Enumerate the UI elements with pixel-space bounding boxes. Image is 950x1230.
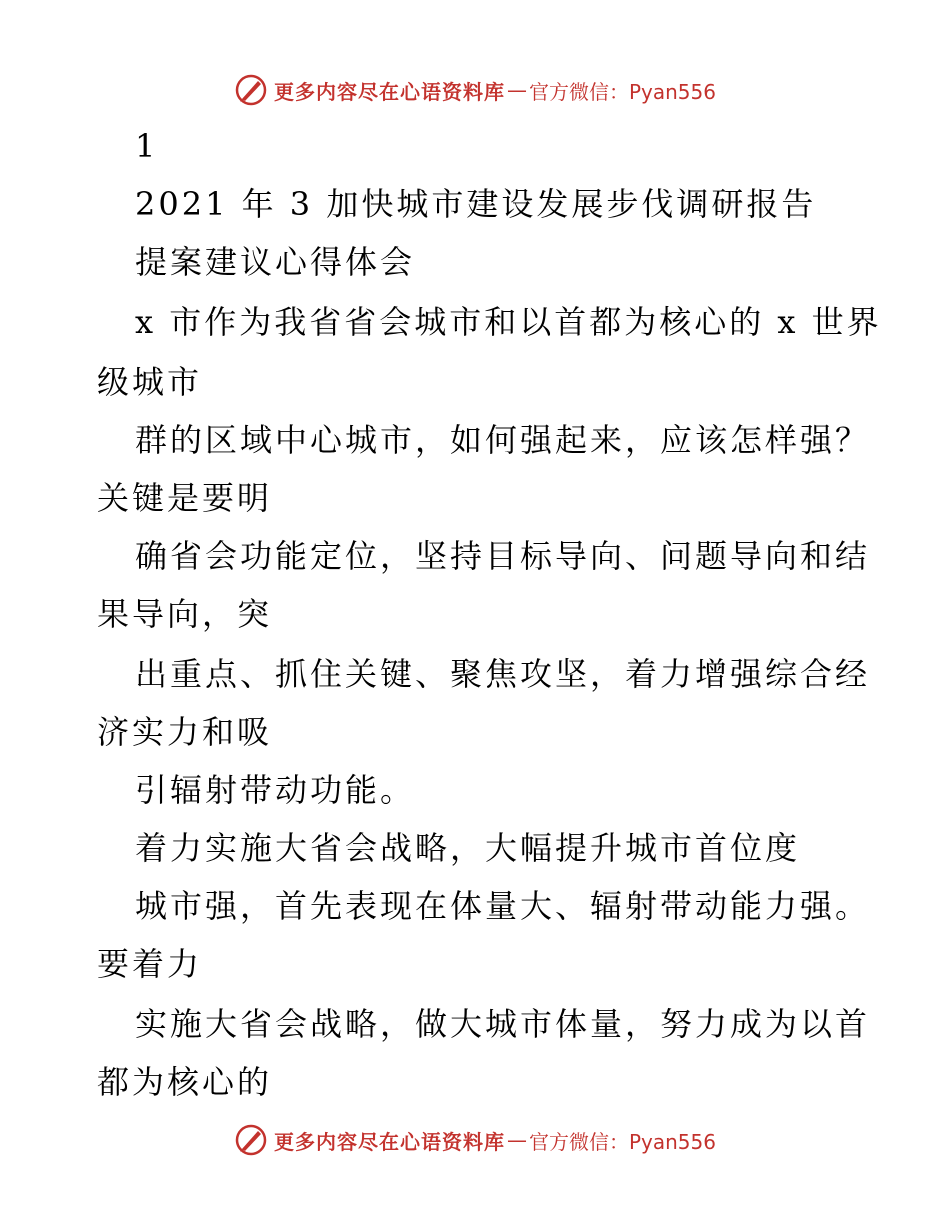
doc-line: 群的区域中心城市，如何强起来，应该怎样强？ (135, 421, 871, 459)
footer-wechat-text: 官方微信：Pyan556 (528, 1129, 716, 1154)
footer-brand-text: 更多内容尽在心语资料库 (273, 1129, 505, 1154)
doc-line: 级城市 (97, 363, 203, 401)
doc-line-heading: 着力实施大省会战略，大幅提升城市首位度 (135, 829, 801, 867)
doc-line: 实施大省会战略，做大城市体量，努力成为以首 (135, 1005, 871, 1043)
footer-banner (0, 1120, 950, 1160)
doc-line: 果导向，突 (97, 595, 273, 633)
doc-line: 要着力 (97, 945, 203, 983)
doc-line-page-number: 1 (135, 127, 159, 165)
header-wechat-text: 官方微信：Pyan556 (528, 79, 716, 104)
header-banner (0, 70, 950, 110)
doc-line: 都为核心的 (97, 1063, 273, 1101)
doc-line: 引辐射带动功能。 (135, 771, 416, 809)
footer-dash: — (506, 1128, 527, 1152)
doc-line: 确省会功能定位，坚持目标导向、问题导向和结 (135, 537, 871, 575)
doc-line: 关键是要明 (97, 479, 273, 517)
doc-line-title: 2021 年 3 加快城市建设发展步伐调研报告 (135, 185, 817, 223)
quill-logo-icon (234, 1123, 268, 1157)
quill-logo-icon (234, 73, 268, 107)
doc-line-subtitle: 提案建议心得体会 (135, 243, 416, 281)
doc-line: x 市作为我省省会城市和以首都为核心的 x 世界 (135, 303, 882, 341)
doc-line: 济实力和吸 (97, 713, 273, 751)
doc-line: 城市强，首先表现在体量大、辐射带动能力强。 (135, 887, 871, 925)
header-brand-text: 更多内容尽在心语资料库 (273, 79, 505, 104)
doc-line: 出重点、抓住关键、聚焦攻坚，着力增强综合经 (135, 655, 871, 693)
header-dash: — (506, 78, 527, 102)
